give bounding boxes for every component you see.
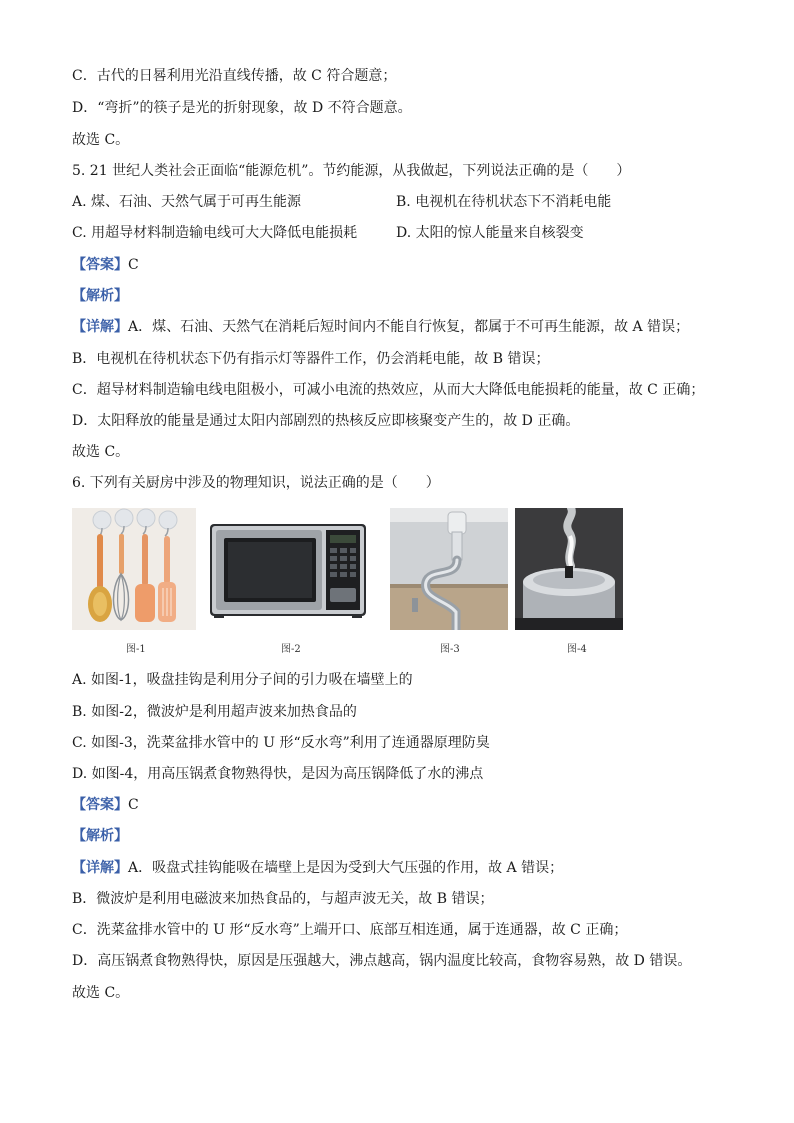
q6-detail-a (72, 859, 563, 877)
detail-text: A．煤、石油、天然气在消耗后短时间内不能自行恢复，都属于不可再生能源，故 A 错误； (128, 319, 690, 335)
q4-option-d-explanation: D．“弯折”的筷子是光的折射现象，故 D 不符合题意。 (72, 100, 412, 116)
answer-value: C (128, 257, 139, 273)
detail-tag: 【详解】 (72, 860, 128, 876)
figure-3-caption: 图-3 (440, 644, 460, 655)
q5-option-a: A. 煤、石油、天然气属于可再生能源 (72, 194, 302, 210)
figure-4-pressure-cooker-image (515, 508, 623, 630)
q6-detail-d: D．高压锅煮食物熟得快，原因是压强越大，沸点越高，锅内温度比较高，食物容易熟，故 D 错误。 (72, 953, 692, 969)
q5-conclusion: 故选 C。 (72, 444, 130, 460)
figure-3-drain-trap-image (390, 508, 508, 630)
q5-detail-c: C．超导材料制造输电线电阻极小，可减小电流的热效应，从而大大降低电能损耗的能量，故 C 正确； (72, 382, 705, 398)
q5-option-c: C. 用超导材料制造输电线可大大降低电能损耗 (72, 225, 358, 241)
q4-option-c-explanation: C．古代的日晷利用光沿直线传播，故 C 符合题意； (72, 68, 397, 84)
q5-stem: 5. 21 世纪人类社会正面临“能源危机”。节约能源，从我做起，下列说法正确的是（ ） (72, 163, 631, 179)
q6-stem: 6. 下列有关厨房中涉及的物理知识，说法正确的是（ ） (72, 475, 440, 491)
q6-conclusion: 故选 C。 (72, 985, 130, 1001)
answer-value: C (128, 797, 139, 813)
q4-conclusion: 故选 C。 (72, 132, 130, 148)
figure-1-suction-hooks-image (72, 508, 196, 630)
figure-4-caption: 图-4 (567, 644, 587, 655)
answer-tag: 【答案】 (72, 257, 128, 273)
q5-detail-d: D．太阳释放的能量是通过太阳内部剧烈的热核反应即核聚变产生的，故 D 正确。 (72, 413, 580, 429)
figure-1-caption: 图-1 (126, 644, 146, 655)
q6-answer (72, 796, 139, 814)
detail-text: A．吸盘式挂钩能吸在墙壁上是因为受到大气压强的作用，故 A 错误； (128, 860, 564, 876)
q6-option-a: A. 如图-1，吸盘挂钩是利用分子间的引力吸在墙壁上的 (72, 672, 413, 688)
q6-detail-c: C．洗菜盆排水管中的 U 形“反水弯”上端开口、底部互相连通，属于连通器，故 C 正确； (72, 922, 628, 938)
q5-detail-b: B．电视机在待机状态下仍有指示灯等器件工作，仍会消耗电能，故 B 错误； (72, 351, 550, 367)
q5-detail-a (72, 318, 689, 336)
q5-answer (72, 256, 139, 274)
q6-option-c: C. 如图-3，洗菜盆排水管中的 U 形“反水弯”利用了连通器原理防臭 (72, 735, 490, 751)
figure-2-caption: 图-2 (281, 644, 301, 655)
detail-tag: 【详解】 (72, 319, 128, 335)
analysis-tag: 【解析】 (72, 288, 128, 304)
figure-2-microwave-image (206, 508, 370, 630)
q6-analysis-heading (72, 827, 128, 845)
q5-option-d: D. 太阳的惊人能量来自核裂变 (396, 225, 584, 241)
analysis-tag: 【解析】 (72, 828, 128, 844)
q6-option-b: B. 如图-2，微波炉是利用超声波来加热食品的 (72, 704, 357, 720)
answer-tag: 【答案】 (72, 797, 128, 813)
q5-option-b: B. 电视机在待机状态下不消耗电能 (396, 194, 612, 210)
q6-option-d: D. 如图-4，用高压锅煮食物熟得快，是因为高压锅降低了水的沸点 (72, 766, 484, 782)
q6-detail-b: B．微波炉是利用电磁波来加热食品的，与超声波无关，故 B 错误； (72, 891, 494, 907)
q5-analysis-heading (72, 287, 128, 305)
